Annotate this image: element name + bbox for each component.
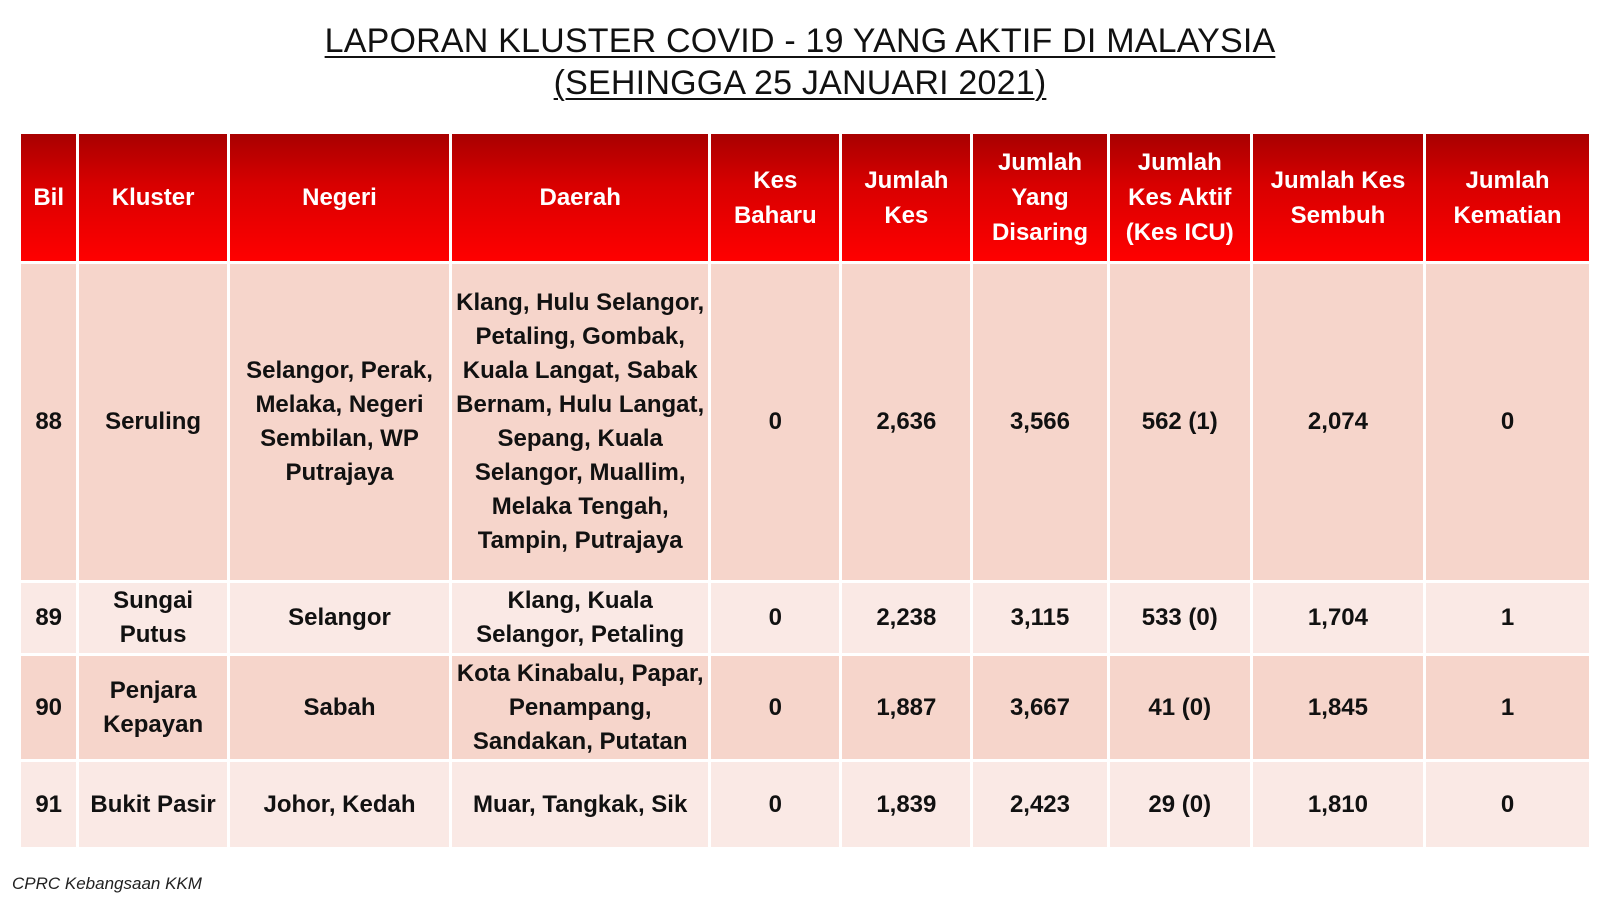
cell-negeri: Sabah	[230, 656, 449, 759]
source-footer: CPRC Kebangsaan KKM	[12, 874, 202, 893]
cell-kes-aktif: 41 (0)	[1110, 656, 1250, 759]
cell-jumlah-disaring: 2,423	[973, 762, 1106, 847]
cell-kes-sembuh: 2,074	[1253, 264, 1423, 580]
title-line-1: LAPORAN KLUSTER COVID - 19 YANG AKTIF DI MALAYSIA	[324, 22, 1276, 60]
cell-jumlah-kes: 2,636	[842, 264, 970, 580]
table-row	[21, 762, 1589, 847]
cell-jumlah-kes: 1,887	[842, 656, 970, 759]
cell-bil: 89	[21, 583, 76, 653]
header-kes-aktif: Jumlah Kes Aktif (Kes ICU)	[1110, 134, 1250, 261]
cell-negeri: Johor, Kedah	[230, 762, 449, 847]
cell-kluster: Sungai Putus	[79, 583, 227, 653]
title-line-2: (SEHINGGA 25 JANUARI 2021)	[553, 64, 1047, 102]
cell-bil: 88	[21, 264, 76, 580]
header-bil: Bil	[21, 134, 76, 261]
cluster-table	[18, 131, 1592, 850]
cell-jumlah-kes: 1,839	[842, 762, 970, 847]
cell-jumlah-disaring: 3,115	[973, 583, 1106, 653]
header-kematian: Jumlah Kematian	[1426, 134, 1589, 261]
header-kes-sembuh: Jumlah Kes Sembuh	[1253, 134, 1423, 261]
header-negeri: Negeri	[230, 134, 449, 261]
cell-kes-sembuh: 1,704	[1253, 583, 1423, 653]
cell-kes-baharu: 0	[711, 656, 839, 759]
cell-kluster: Seruling	[79, 264, 227, 580]
cell-kluster: Penjara Kepayan	[79, 656, 227, 759]
table-header-row	[21, 134, 1589, 261]
cell-kes-sembuh: 1,810	[1253, 762, 1423, 847]
cell-bil: 91	[21, 762, 76, 847]
cell-daerah: Muar, Tangkak, Sik	[452, 762, 708, 847]
cell-bil: 90	[21, 656, 76, 759]
cell-kes-aktif: 29 (0)	[1110, 762, 1250, 847]
cell-kes-baharu: 0	[711, 264, 839, 580]
cell-kematian: 1	[1426, 583, 1589, 653]
header-kes-baharu: Kes Baharu	[711, 134, 839, 261]
cell-kes-aktif: 533 (0)	[1110, 583, 1250, 653]
cell-kes-sembuh: 1,845	[1253, 656, 1423, 759]
cell-jumlah-disaring: 3,667	[973, 656, 1106, 759]
cell-kes-baharu: 0	[711, 762, 839, 847]
cell-kluster: Bukit Pasir	[79, 762, 227, 847]
cell-jumlah-disaring: 3,566	[973, 264, 1106, 580]
cell-daerah: Kota Kinabalu, Papar, Penampang, Sandakan, Putatan	[452, 656, 708, 759]
cell-kematian: 0	[1426, 264, 1589, 580]
cell-negeri: Selangor	[230, 583, 449, 653]
cell-kematian: 1	[1426, 656, 1589, 759]
header-kluster: Kluster	[79, 134, 227, 261]
cell-daerah: Klang, Kuala Selangor, Petaling	[452, 583, 708, 653]
header-daerah: Daerah	[452, 134, 708, 261]
cell-negeri: Selangor, Perak, Melaka, Negeri Sembilan, WP Putrajaya	[230, 264, 449, 580]
report-title	[0, 20, 1600, 104]
header-jumlah-kes: Jumlah Kes	[842, 134, 970, 261]
cell-kes-aktif: 562 (1)	[1110, 264, 1250, 580]
table-row	[21, 656, 1589, 759]
table-row	[21, 264, 1589, 580]
cell-jumlah-kes: 2,238	[842, 583, 970, 653]
table-row	[21, 583, 1589, 653]
cell-kematian: 0	[1426, 762, 1589, 847]
cell-daerah: Klang, Hulu Selangor, Petaling, Gombak, Kuala Langat, Sabak Bernam, Hulu Langat, Sepang, Kuala Selangor, Muallim, Melaka Tengah, Tampin, Putrajaya	[452, 264, 708, 580]
cell-kes-baharu: 0	[711, 583, 839, 653]
header-jumlah-disaring: Jumlah Yang Disaring	[973, 134, 1106, 261]
